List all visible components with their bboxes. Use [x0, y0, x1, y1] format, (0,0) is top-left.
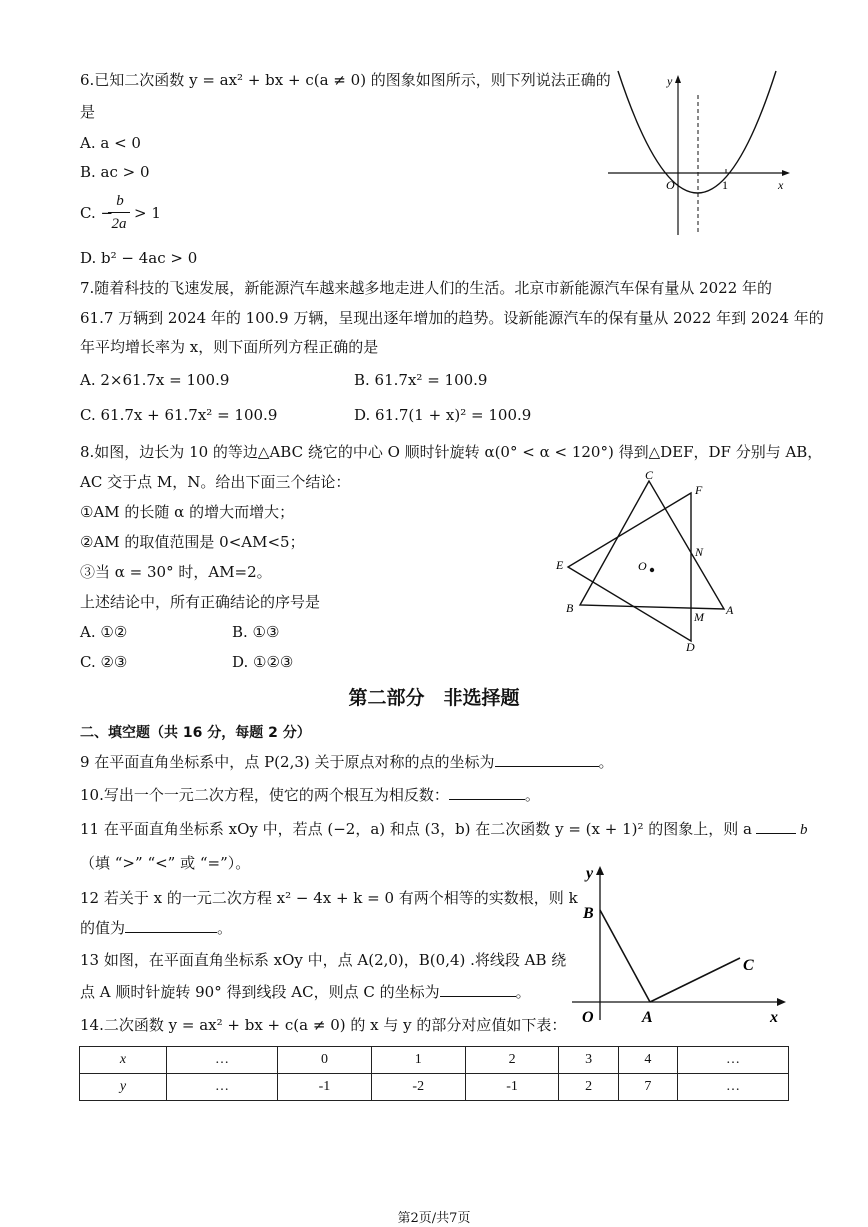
q10-line — [80, 785, 540, 805]
q7-stem-line2: 61.7 万辆到 2024 年的 100.9 万辆，呈现出逐年增加的趋势。设新能源汽车的保有量从 2022 年到 2024 年的 — [80, 309, 824, 327]
table-cell: 3 — [559, 1047, 618, 1074]
q12-answer-blank[interactable] — [125, 918, 217, 933]
label-f: F — [695, 483, 703, 497]
q8-conclusion-1: ①AM 的长随 α 的增大而增大； — [80, 503, 295, 521]
q14-stem: 14.二次函数 y = ax² + bx + c(a ≠ 0) 的 x 与 y 的部分对应值如下表： — [80, 1016, 567, 1034]
q10-text: 10.写出一个一元二次方程，使它的两个根互为相反数： — [80, 786, 449, 804]
table-cell: x — [80, 1047, 167, 1074]
label-o: O — [638, 559, 647, 573]
y-axis-arrow — [596, 866, 604, 875]
table-cell: y — [80, 1074, 167, 1101]
q6-option-a: A. a < 0 — [80, 134, 141, 152]
q6-option-c-prefix: C. − — [80, 204, 114, 222]
q7-option-c: C. 61.7x + 61.7x² = 100.9 — [80, 406, 278, 424]
table-cell: -2 — [371, 1074, 465, 1101]
label-b: B — [566, 601, 574, 615]
label-n: N — [695, 545, 704, 559]
q6-parabola-graph — [608, 65, 793, 245]
q6-option-c-numerator: b — [116, 193, 124, 209]
q11-line2: （填 “>” “<” 或 “=”）。 — [80, 854, 251, 872]
table-cell: 2 — [559, 1074, 618, 1101]
q7-stem-line3: 年平均增长率为 x，则下面所列方程正确的是 — [80, 338, 379, 356]
label-c: C — [743, 957, 754, 974]
q8-ask: 上述结论中，所有正确结论的序号是 — [80, 593, 321, 611]
label-c: C — [645, 468, 654, 482]
x-axis-label: x — [778, 178, 784, 192]
q13-end: 。 — [515, 983, 531, 1001]
table-cell: 4 — [618, 1047, 677, 1074]
q8-option-a: A. ①② — [80, 623, 128, 641]
q13-coordinate-figure — [572, 858, 790, 1030]
q9-text: 9 在平面直角坐标系中，点 P(2,3) 关于原点对称的点的坐标为 — [80, 753, 495, 771]
x-axis-arrow — [782, 170, 790, 176]
q13-line2 — [80, 982, 531, 1002]
segment-ac — [650, 958, 740, 1002]
q8-option-c: C. ②③ — [80, 653, 128, 671]
q8-option-d: D. ①②③ — [232, 653, 294, 671]
y-label: y — [586, 865, 594, 882]
q12-text: 的值为 — [80, 919, 126, 937]
q6-option-c-denominator: 2a — [111, 216, 127, 232]
q8-stem-line1: 8.如图，边长为 10 的等边△ABC 绕它的中心 O 顺时针旋转 α(0° < α < 120°) 得到△DEF，DF 分别与 AB， — [80, 443, 823, 461]
label-d: D — [686, 640, 695, 654]
q6-option-b: B. ac > 0 — [80, 163, 150, 181]
y-axis-label: y — [667, 74, 673, 88]
q12-line1: 12 若关于 x 的一元二次方程 x² − 4x + k = 0 有两个相等的实数根，则 k — [80, 889, 578, 907]
table-cell: … — [167, 1074, 278, 1101]
q9-line — [80, 752, 614, 772]
q13-line1: 13 如图，在平面直角坐标系 xOy 中，点 A(2,0)，B(0,4) .将线段 AB 绕 — [80, 951, 567, 969]
table-cell: … — [677, 1047, 788, 1074]
page-footer: 第2页/共7页 — [397, 1211, 471, 1226]
q8-conclusion-3: ③当 α = 30° 时，AM=2。 — [80, 563, 272, 581]
tick-one-label: 1 — [722, 178, 728, 192]
q14-value-table — [79, 1046, 789, 1101]
q8-conclusion-2: ②AM 的取值范围是 0<AM<5； — [80, 533, 305, 551]
q6-option-d: D. b² − 4ac > 0 — [80, 249, 198, 267]
q10-answer-blank[interactable] — [449, 785, 525, 800]
q11-line1 — [80, 819, 807, 840]
q7-option-b: B. 61.7x² = 100.9 — [354, 371, 488, 389]
segment-ab — [600, 910, 650, 1002]
q7-option-a: A. 2×61.7x = 100.9 — [80, 371, 230, 389]
q12-end: 。 — [217, 919, 233, 937]
q11-b: b — [799, 822, 808, 838]
q6-option-c-suffix: > 1 — [134, 204, 161, 222]
label-b: B — [583, 905, 594, 922]
table-row — [80, 1074, 789, 1101]
section2-heading: 二、填空题（共 16 分，每题 2 分） — [80, 725, 311, 741]
q8-stem-line2: AC 交于点 M，N。给出下面三个结论： — [80, 473, 351, 491]
q7-stem-line1: 7.随着科技的飞速发展，新能源汽车越来越多地走进人们的生活。北京市新能源汽车保有量从 2022 年的 — [80, 279, 773, 297]
label-a: A — [642, 1009, 653, 1026]
x-label: x — [770, 1009, 778, 1026]
q8-rotated-triangles-figure — [548, 465, 738, 655]
table-cell: -1 — [465, 1074, 559, 1101]
q6-stem-line1: 6.已知二次函数 y = ax² + bx + c(a ≠ 0) 的图象如图所示，则下列说法正确的 — [80, 71, 611, 89]
q11-answer-blank[interactable] — [756, 819, 796, 834]
q7-option-d: D. 61.7(1 + x)² = 100.9 — [354, 406, 532, 424]
q8-option-b: B. ①③ — [232, 623, 280, 641]
q6-stem-line2: 是 — [80, 103, 96, 121]
x-axis-arrow — [777, 998, 786, 1006]
q11-text: 11 在平面直角坐标系 xOy 中，若点 (−2，a) 和点 (3，b) 在二次函数 y = (x + 1)² 的图象上，则 a — [80, 820, 752, 838]
part2-title: 第二部分 非选择题 — [348, 687, 520, 709]
q13-answer-blank[interactable] — [440, 982, 516, 997]
label-a: A — [726, 603, 734, 617]
q9-end: 。 — [598, 753, 614, 771]
parabola-curve — [618, 71, 776, 193]
q9-answer-blank[interactable] — [495, 752, 599, 767]
label-m: M — [694, 610, 704, 624]
q10-end: 。 — [524, 786, 540, 804]
label-o: O — [582, 1009, 594, 1026]
table-cell: 7 — [618, 1074, 677, 1101]
center-o-point — [650, 568, 654, 572]
table-cell: 2 — [465, 1047, 559, 1074]
label-e: E — [556, 558, 564, 572]
table-cell: 0 — [278, 1047, 372, 1074]
q13-text: 点 A 顺时针旋转 90° 得到线段 AC，则点 C 的坐标为 — [80, 983, 440, 1001]
table-cell: 1 — [371, 1047, 465, 1074]
q12-line2 — [80, 918, 232, 938]
table-cell: -1 — [278, 1074, 372, 1101]
q6-option-c-fraction-bar — [108, 212, 130, 213]
table-cell: … — [167, 1047, 278, 1074]
origin-label: O — [666, 178, 675, 192]
table-row — [80, 1047, 789, 1074]
y-axis-arrow — [675, 75, 681, 83]
table-cell: … — [677, 1074, 788, 1101]
